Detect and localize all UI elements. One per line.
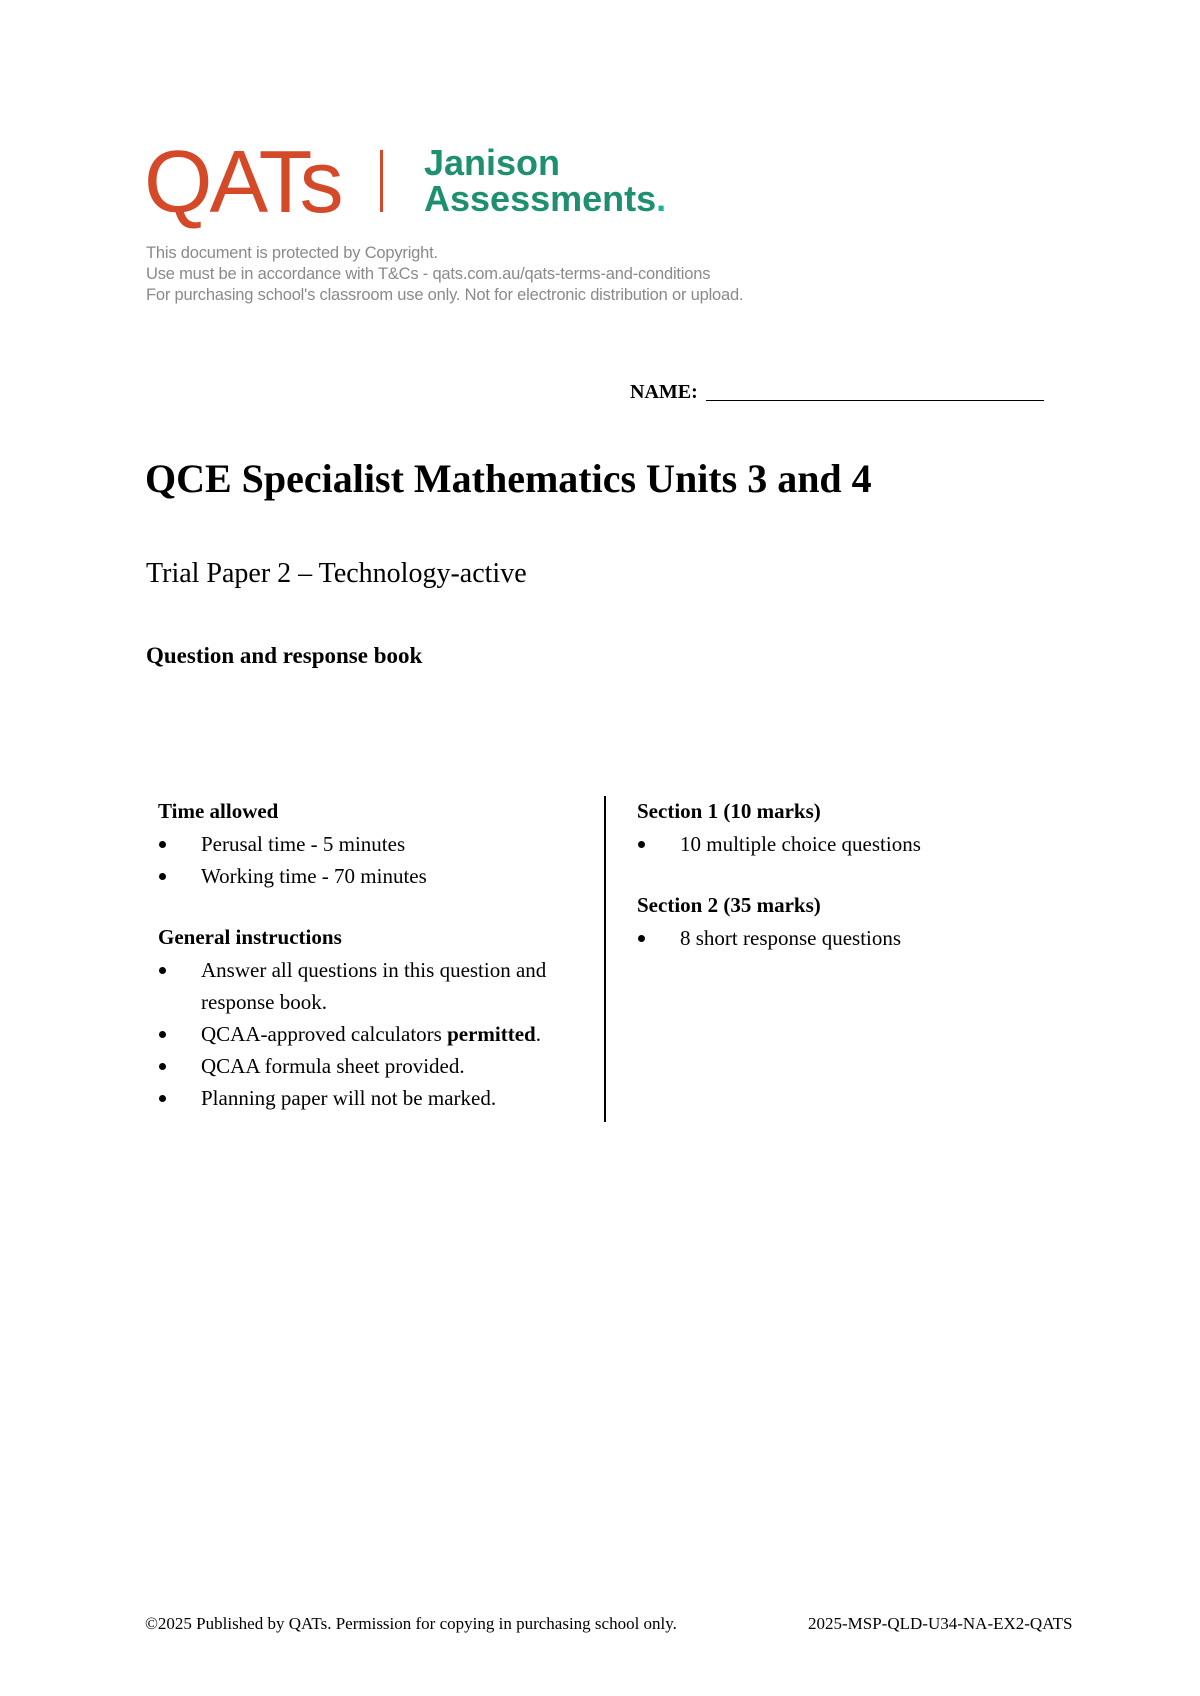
section2-heading: Section 2 (35 marks) xyxy=(637,893,821,917)
permitted-emphasis: permitted xyxy=(447,1022,536,1046)
list-item: QCAA formula sheet provided. xyxy=(158,1050,598,1082)
section1-heading: Section 1 (10 marks) xyxy=(637,799,821,823)
general-instructions-heading: General instructions xyxy=(158,925,342,949)
name-label: NAME: xyxy=(630,381,698,403)
book-label: Question and response book xyxy=(146,643,423,668)
list-item xyxy=(158,1018,598,1050)
copyright-notice-line: For purchasing school's classroom use only. Not for electronic distribution or upload. xyxy=(146,286,744,304)
section2-list xyxy=(637,922,1057,954)
list-item: Planning paper will not be marked. xyxy=(158,1082,598,1114)
time-allowed-list xyxy=(158,828,598,892)
footer-copyright: ©2025 Published by QATs. Permission for copying in purchasing school only. xyxy=(145,1614,677,1633)
sections-column xyxy=(637,796,1057,954)
janison-logo-word: Assessments xyxy=(424,178,657,219)
copyright-notice-line: This document is protected by Copyright. xyxy=(146,244,438,262)
page-title: QCE Specialist Mathematics Units 3 and 4 xyxy=(145,456,872,501)
general-instructions-list xyxy=(158,954,598,1114)
list-item: Working time - 70 minutes xyxy=(158,860,598,892)
logo-divider xyxy=(380,150,383,212)
list-item: Perusal time - 5 minutes xyxy=(158,828,598,860)
section1-list xyxy=(637,828,1057,860)
janison-logo-line2 xyxy=(424,178,667,219)
time-allowed-heading: Time allowed xyxy=(158,799,279,823)
list-item: Answer all questions in this question and response book. xyxy=(158,954,598,1018)
instructions-column xyxy=(158,796,598,1114)
qats-logo: QATs xyxy=(144,132,341,231)
list-item: 10 multiple choice questions xyxy=(637,828,1057,860)
copyright-notice xyxy=(146,243,743,306)
list-item: 8 short response questions xyxy=(637,922,1057,954)
janison-logo xyxy=(424,142,667,219)
name-field xyxy=(630,381,1044,404)
janison-logo-dot: . xyxy=(656,178,667,219)
calculator-text-end: . xyxy=(535,1022,541,1046)
copyright-notice-line: Use must be in accordance with T&Cs - qats.com.au/qats-terms-and-conditions xyxy=(146,265,711,283)
janison-logo-line1: Janison xyxy=(424,142,561,183)
footer-code: 2025-MSP-QLD-U34-NA-EX2-QATS xyxy=(808,1614,1073,1633)
calculator-text: QCAA-approved calculators xyxy=(201,1022,448,1046)
name-write-line xyxy=(706,400,1044,401)
column-divider xyxy=(604,796,606,1122)
paper-subtitle: Trial Paper 2 – Technology-active xyxy=(146,558,527,589)
